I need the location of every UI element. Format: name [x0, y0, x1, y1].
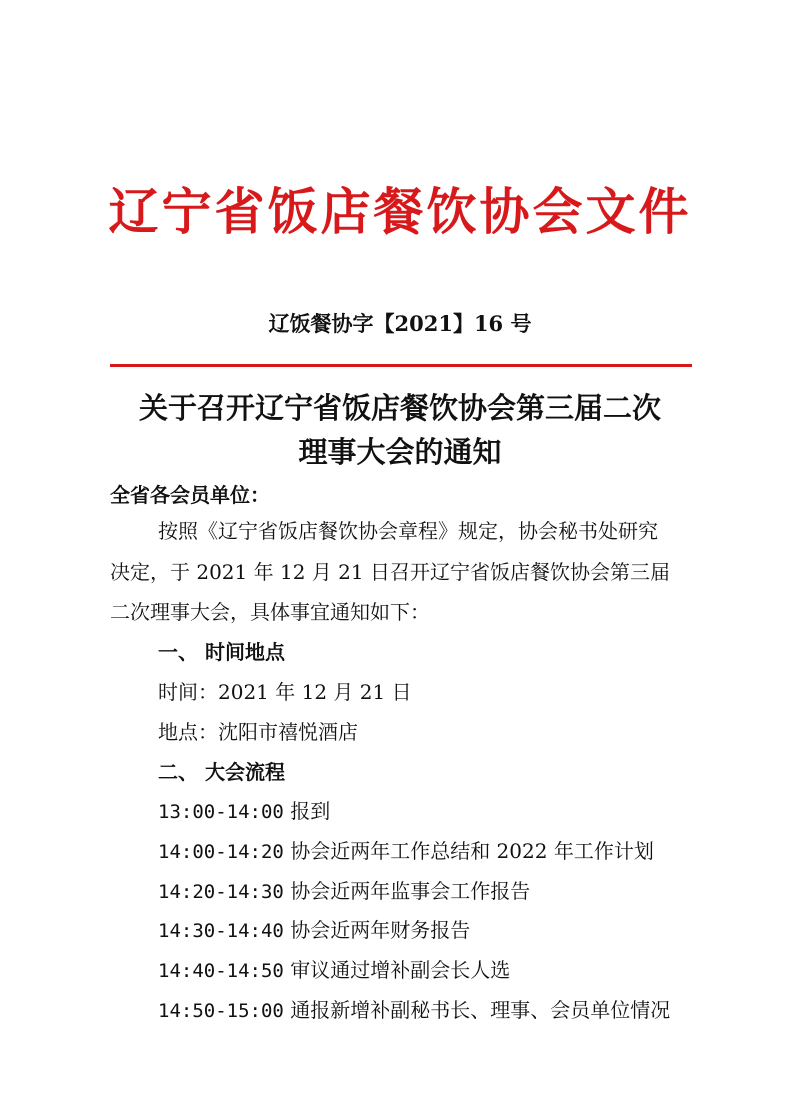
schedule-item: 协会近两年财务报告	[290, 918, 471, 942]
schedule-time: 14:50-15:00	[158, 1000, 284, 1022]
schedule-item: 审议通过增补副会长人选	[290, 958, 511, 982]
section-heading-time-place: 一、 时间地点	[158, 640, 285, 664]
schedule-time: 14:30-14:40	[158, 920, 284, 942]
schedule-row	[158, 916, 470, 945]
body-line-1: 按照《辽宁省饭店餐饮协会章程》规定，协会秘书处研究	[158, 519, 658, 543]
schedule-time: 14:20-14:30	[158, 881, 284, 903]
schedule-row	[158, 877, 530, 906]
notice-title-line-2: 理事大会的通知	[298, 435, 502, 469]
meeting-place: 地点：沈阳市禧悦酒店	[158, 720, 358, 744]
schedule-row	[158, 956, 510, 985]
notice-title-line-1: 关于召开辽宁省饭店餐饮协会第三届二次	[138, 391, 661, 425]
notice-title	[0, 386, 800, 474]
section-heading-agenda: 二、 大会流程	[158, 760, 285, 784]
salutation: 全省各会员单位：	[110, 483, 270, 507]
document-number: 辽饭餐协字【2021】16 号	[268, 311, 532, 336]
schedule-item: 协会近两年监事会工作报告	[290, 879, 531, 903]
org-header-title: 辽宁省饭店餐饮协会文件	[108, 183, 692, 241]
schedule-item: 协会近两年工作总结和 2022 年工作计划	[290, 839, 654, 863]
red-divider	[110, 364, 692, 367]
schedule-item: 通报新增补副秘书长、理事、会员单位情况	[290, 998, 671, 1022]
body-line-3: 二次理事大会，具体事宜通知如下：	[110, 600, 430, 624]
body-line-2: 决定，于 2021 年 12 月 21 日召开辽宁省饭店餐饮协会第三届	[110, 560, 670, 584]
meeting-time: 时间：2021 年 12 月 21 日	[158, 680, 412, 704]
schedule-row	[158, 996, 670, 1025]
schedule-row	[158, 837, 654, 866]
schedule-time: 14:00-14:20	[158, 841, 284, 863]
schedule-item: 报到	[290, 799, 331, 823]
schedule-time: 13:00-14:00	[158, 801, 284, 823]
schedule-time: 14:40-14:50	[158, 960, 284, 982]
schedule-row	[158, 797, 330, 826]
